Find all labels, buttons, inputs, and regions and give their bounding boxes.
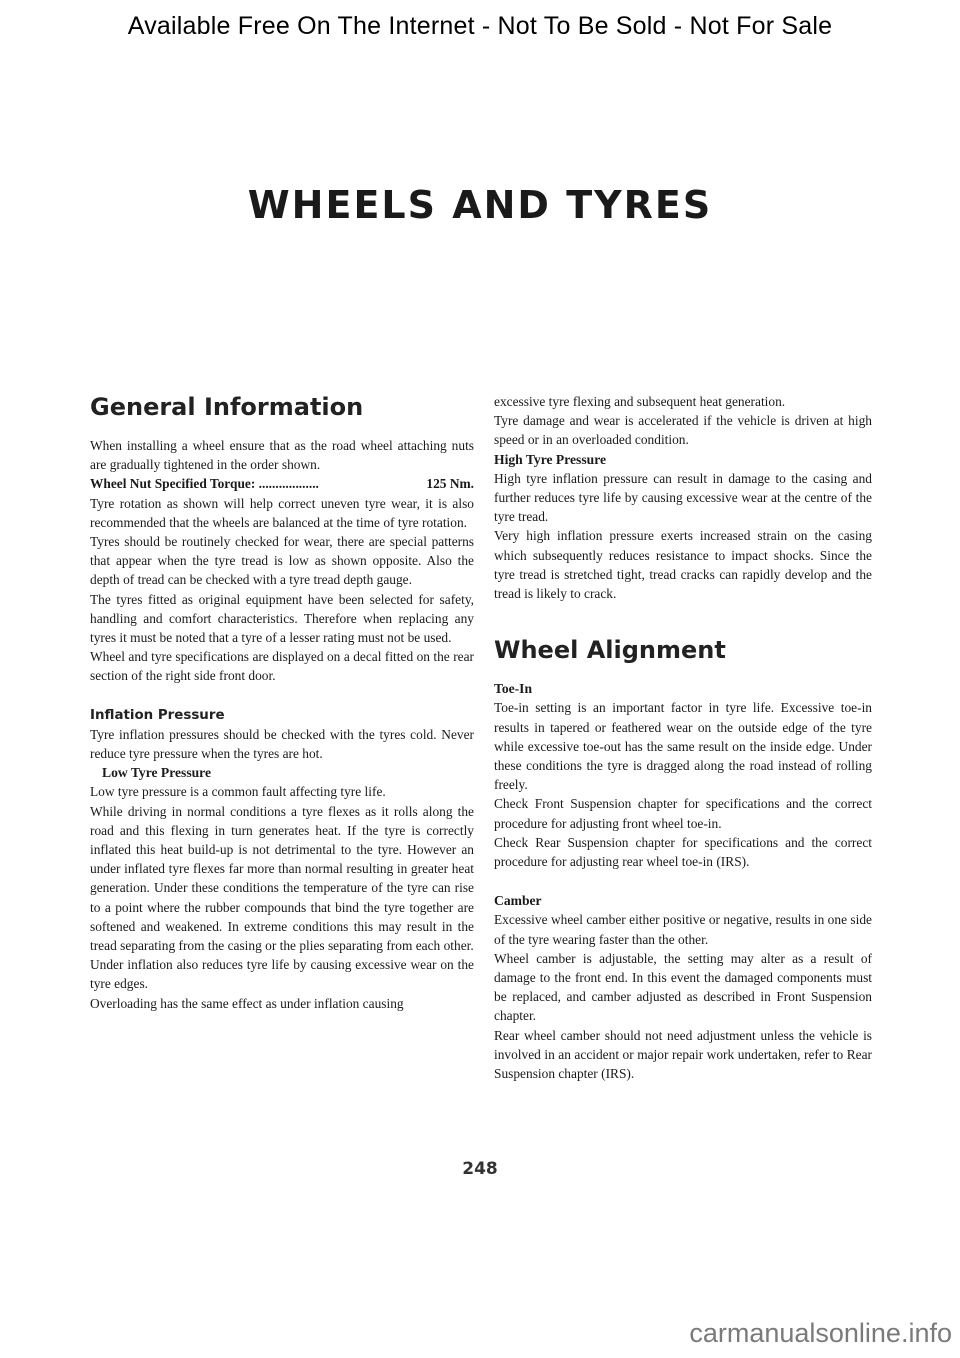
paragraph: Under inflation also reduces tyre life by causing excessive wear on the tyre edges. <box>90 957 474 992</box>
paragraph: High tyre inflation pressure can result in damage to the casing and further reduces tyre life by causing excessive wear at the centre of the tyre tread. <box>494 470 872 525</box>
page-number: 248 <box>462 1159 498 1179</box>
low-tyre-pressure-heading: Low Tyre Pressure <box>102 765 211 781</box>
left-column <box>90 392 474 1013</box>
paragraph: While driving in normal conditions a tyre flexes as it rolls along the road and this flexing in turn generates heat. If the tyre is correctly inflated this heat build-up is not detrimental to the tyre. However an under inflated tyre flexes far more than normal resulting in greater heat generation. Under these conditions the temperature of the tyre can rise to a point where the rubber compounds that bind the tyre together are softened and weakened. In extreme conditions this may result in the tread separating from the casing or the plies separating from each other. <box>90 803 474 954</box>
camber-heading: Camber <box>494 893 542 909</box>
paragraph: Wheel camber is adjustable, the setting may alter as a result of damage to the front end. In this event the damaged components must be replaced, and camber adjusted as described in Front Suspension chapter. <box>494 950 872 1024</box>
paragraph: Tyre inflation pressures should be checked with the tyres cold. Never reduce tyre pressure when the tyres are hot. <box>90 726 474 762</box>
paragraph: Overloading has the same effect as under inflation causing <box>90 995 404 1011</box>
page-title: WHEELS AND TYRES <box>247 183 713 227</box>
paragraph: The tyres fitted as original equipment have been selected for safety, handling and comfort characteristics. Therefore when replacing any tyres it must be noted that a tyre of a lesser rating must not be used. <box>90 591 474 646</box>
paragraph: Rear wheel camber should not need adjustment unless the vehicle is involved in an accident or major repair work undertaken, refer to Rear Suspension chapter (IRS). <box>494 1027 872 1082</box>
paragraph: Tyres should be routinely checked for wear, there are special patterns that appear when the tyre tread is low as shown opposite. Also the depth of tread can be checked with a tyre tread depth gauge. <box>90 534 474 588</box>
paragraph: Very high inflation pressure exerts increased strain on the casing which subsequently reduces resistance to impact shocks. Since the tyre tread is stretched tight, tread cracks can rapidly develop and the tread is likely to crack. <box>494 528 872 602</box>
torque-spec-value: 125 Nm. <box>426 476 474 492</box>
paragraph: Low tyre pressure is a common fault affecting tyre life. <box>90 784 386 800</box>
paragraph: Toe-in setting is an important factor in tyre life. Excessive toe-in results in tapered or feathered wear on the outside edge of the tyre while excessive toe-out has the same result on the inside edge. Under these conditions the tyre is dragged along the road instead of rolling freely. <box>494 700 872 793</box>
paragraph: Tyre rotation as shown will help correct uneven tyre wear, it is also recommended that the wheels are balanced at the time of tyre rotation. <box>90 495 474 530</box>
paragraph: When installing a wheel ensure that as the road wheel attaching nuts are gradually tightened in the order shown. <box>90 438 474 473</box>
general-information-heading: General Information <box>90 393 364 421</box>
right-column <box>494 392 872 1083</box>
torque-spec-label: Wheel Nut Specified Torque: .................. <box>90 476 319 492</box>
wheel-alignment-heading: Wheel Alignment <box>494 636 726 665</box>
inflation-pressure-heading: Inflation Pressure <box>90 707 225 723</box>
paragraph: Check Rear Suspension chapter for specifications and the correct procedure for adjusting rear wheel toe-in (IRS). <box>494 834 872 870</box>
torque-spec-row <box>90 474 474 493</box>
high-tyre-pressure-heading: High Tyre Pressure <box>494 451 607 467</box>
paragraph: Excessive wheel camber either positive or negative, results in one side of the tyre wearing faster than the other. <box>494 912 872 947</box>
paragraph: excessive tyre flexing and subsequent heat generation. <box>494 394 786 409</box>
toe-in-heading: Toe-In <box>494 681 533 697</box>
paragraph: Check Front Suspension chapter for specifications and the correct procedure for adjusting front wheel toe-in. <box>494 796 872 831</box>
paragraph: Wheel and tyre specifications are displayed on a decal fitted on the rear section of the right side front door. <box>90 649 474 684</box>
paragraph: Tyre damage and wear is accelerated if the vehicle is driven at high speed or in an overloaded condition. <box>494 413 872 448</box>
site-watermark: carmanualsonline.info <box>689 1318 952 1348</box>
distribution-banner: Available Free On The Internet - Not To Be Sold - Not For Sale <box>127 12 833 40</box>
